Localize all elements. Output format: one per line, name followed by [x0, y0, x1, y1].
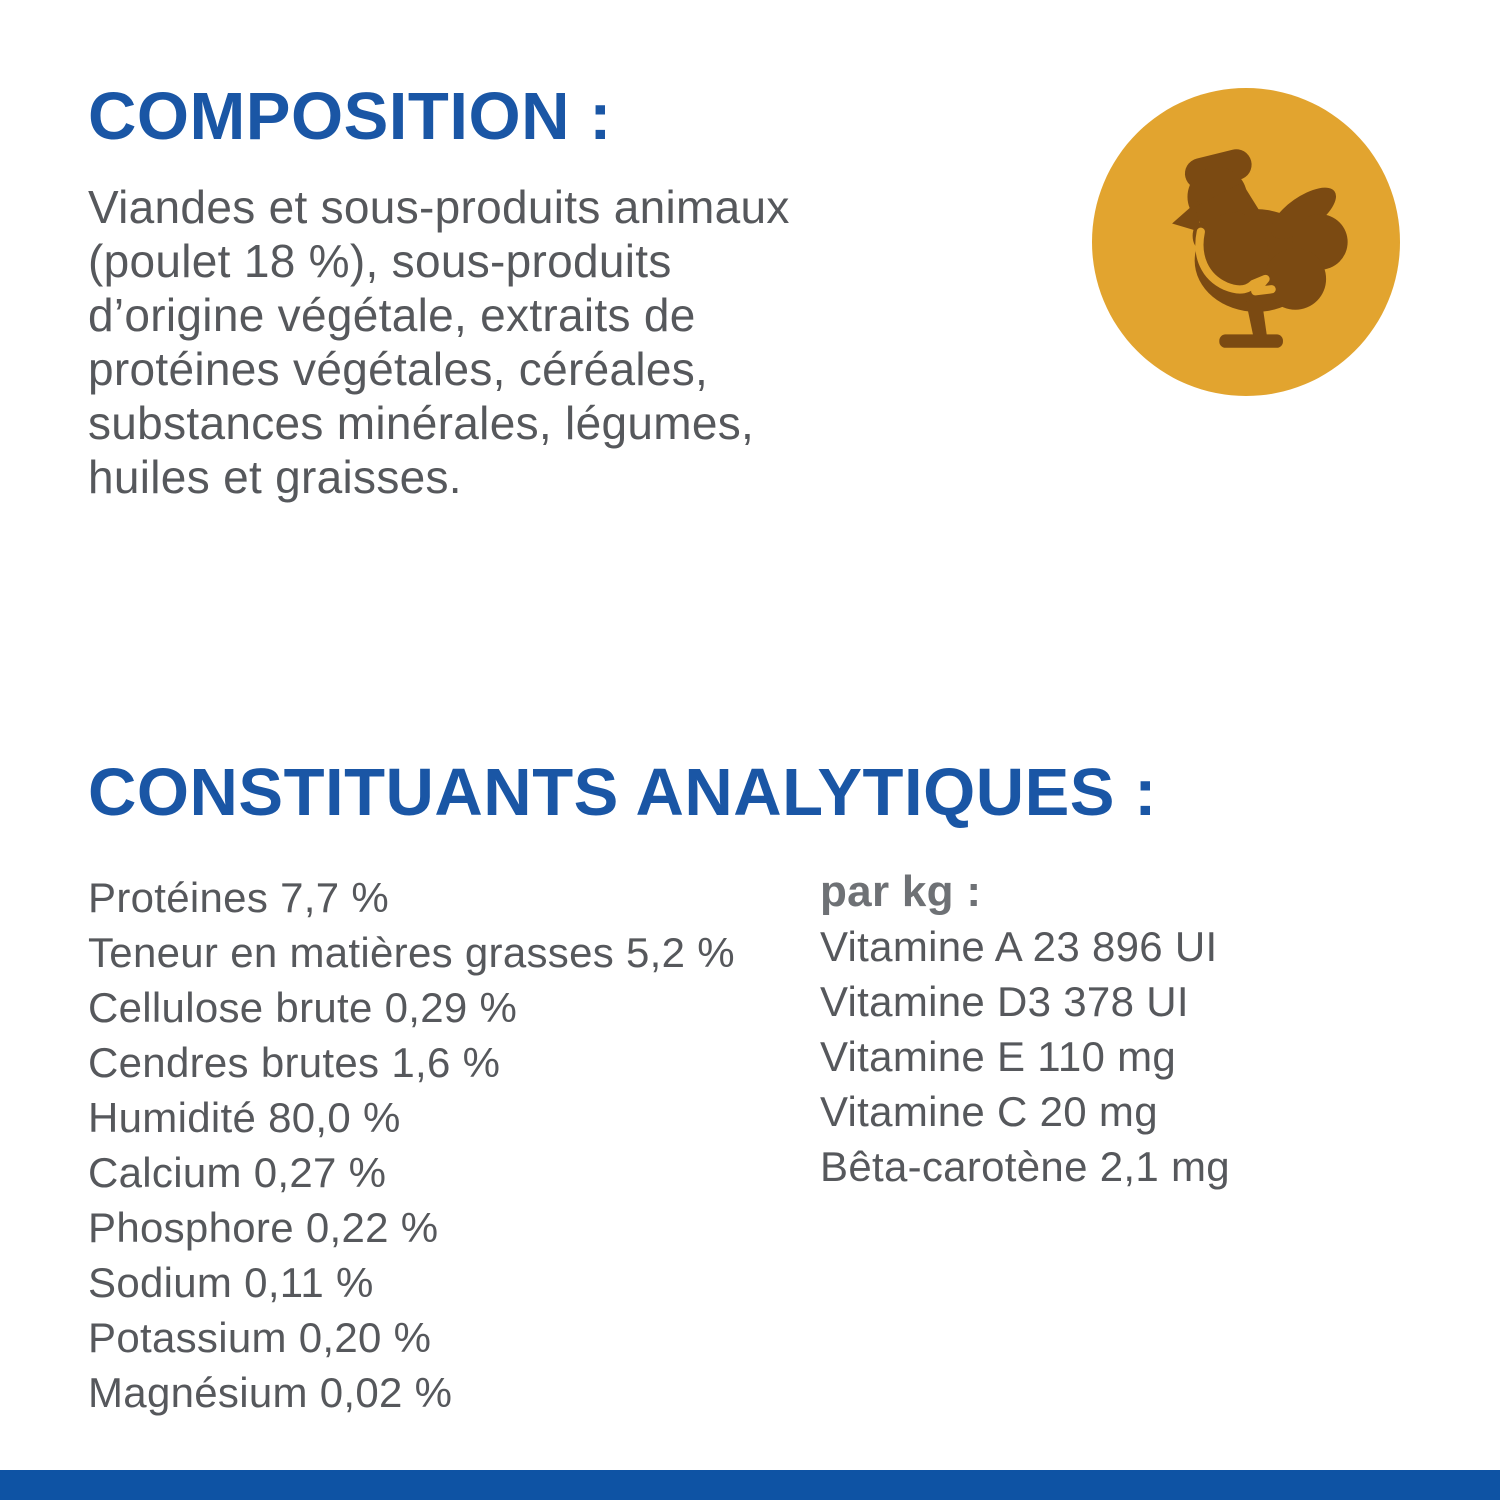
analytics-heading: CONSTITUANTS ANALYTIQUES :	[88, 755, 1157, 830]
composition-line: huiles et graisses.	[88, 451, 462, 503]
analyte-item: Humidité 80,0 %	[88, 1094, 401, 1141]
vitamins-list	[820, 864, 1230, 1194]
analyte-item: Cellulose brute 0,29 %	[88, 984, 518, 1031]
composition-text	[88, 180, 790, 504]
composition-line: (poulet 18 %), sous-produits	[88, 235, 672, 287]
chicken-badge	[1092, 88, 1400, 396]
analyte-item: Teneur en matières grasses 5,2 %	[88, 929, 735, 976]
per-kg-label: par kg :	[820, 867, 982, 916]
analyte-item: Protéines 7,7 %	[88, 874, 390, 921]
composition-line: Viandes et sous-produits animaux	[88, 181, 790, 233]
chicken-icon	[1092, 88, 1400, 396]
vitamin-item: Vitamine D3 378 UI	[820, 978, 1189, 1025]
analyte-item: Potassium 0,20 %	[88, 1314, 432, 1361]
analyte-item: Phosphore 0,22 %	[88, 1204, 439, 1251]
analyte-item: Cendres brutes 1,6 %	[88, 1039, 501, 1086]
composition-line: protéines végétales, céréales,	[88, 343, 709, 395]
vitamin-item: Bêta-carotène 2,1 mg	[820, 1143, 1230, 1190]
analyte-item: Sodium 0,11 %	[88, 1259, 374, 1306]
bottom-bar	[0, 1470, 1500, 1500]
analyte-item: Magnésium 0,02 %	[88, 1369, 453, 1416]
composition-heading: COMPOSITION :	[88, 79, 612, 154]
composition-line: substances minérales, légumes,	[88, 397, 755, 449]
composition-line: d’origine végétale, extraits de	[88, 289, 696, 341]
vitamin-item: Vitamine A 23 896 UI	[820, 923, 1218, 970]
analytes-list	[88, 870, 735, 1420]
vitamin-item: Vitamine E 110 mg	[820, 1033, 1177, 1080]
analyte-item: Calcium 0,27 %	[88, 1149, 387, 1196]
vitamin-item: Vitamine C 20 mg	[820, 1088, 1158, 1135]
